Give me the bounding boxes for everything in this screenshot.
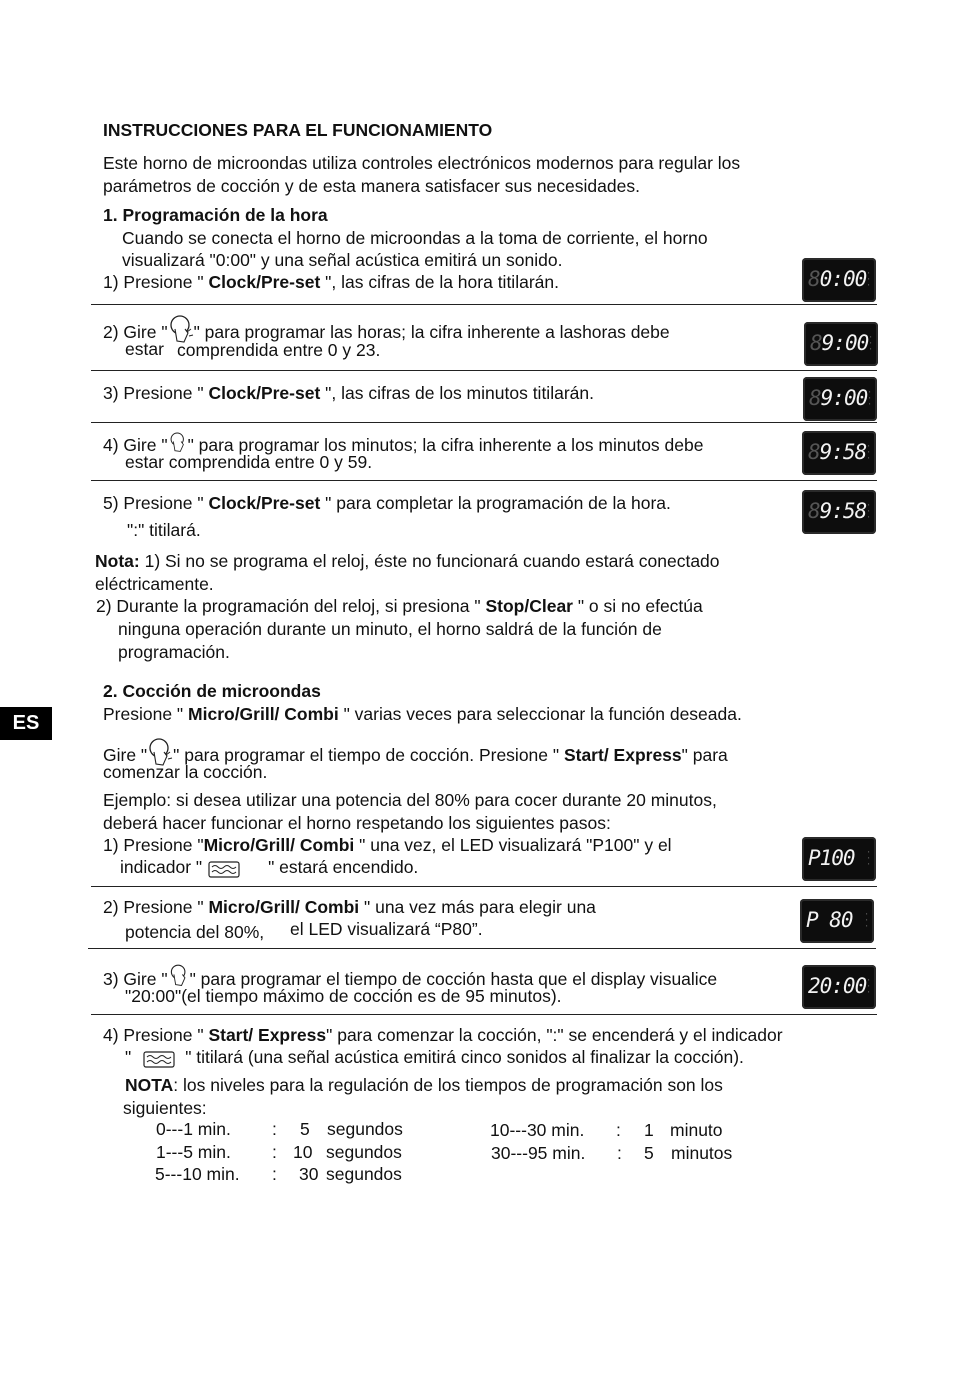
note-text: siguientes: [123,1098,207,1118]
step-text: "20:00"(el tiempo máximo de cocción es de 95 minutos). [125,986,562,1006]
level-sep: : [616,1120,621,1140]
level-range: 10---30 min. [490,1120,585,1140]
level-range: 30---95 min. [491,1143,586,1163]
microwave-indicator-icon [208,859,240,879]
level-unit: minutos [671,1143,733,1163]
step-text: 2) Presione " Micro/Grill/ Combi " una vez más para elegir una [103,897,596,917]
section-text: Presione " Micro/Grill/ Combi " varias veces para seleccionar la función deseada. [103,704,742,724]
led-display: 89:00 ▪ ▪ ▪ [804,322,878,366]
step-text: " " titilará (una señal acústica emitirá cinco sonidos al finalizar la cocción). [125,1047,744,1067]
divider [88,948,876,949]
note-text: ninguna operación durante un minuto, el horno saldrá de la función de [118,619,662,639]
note-text: eléctricamente. [95,574,214,594]
intro-line: parámetros de cocción y de esta manera satisfacer sus necesidades. [103,176,640,196]
step-text: potencia del 80%, [125,922,265,942]
step-text: 1) Presione " Clock/Pre-set ", las cifras de la hora titilarán. [103,272,559,292]
divider [91,304,877,305]
step-text: 4) Presione " Start/ Express" para comenzar la cocción, ":" se encenderá y el indicador [103,1025,783,1045]
note-text: NOTA: los niveles para la regulación de los tiempos de programación son los [125,1075,723,1095]
led-display: 89:00 ▪ ▪ ▪ [803,377,877,421]
section-title: 1. Programación de la hora [103,205,328,225]
page-title: INSTRUCCIONES PARA EL FUNCIONAMIENTO [103,120,493,140]
led-display: 89:58 ▪ ▪ ▪ [802,490,876,534]
step-text: estar comprendida entre 0 y 59. [125,452,373,472]
led-display: P 80 ▪ ▪ ▪ [800,899,874,943]
divider [91,886,877,887]
level-range: 0---1 min. [156,1119,231,1139]
language-tab: ES [0,707,52,740]
level-range: 1---5 min. [156,1142,231,1162]
step-text: 4) Gire " " para programar los minutos; la cifra inherente a los minutos debe [103,428,703,458]
level-sep: : [272,1164,277,1184]
step-text: 2) Gire " " para programar las horas; la cifra inherente a lashoras debe [103,315,670,345]
level-unit: minuto [670,1120,723,1140]
level-sep: : [272,1142,277,1162]
divider [91,370,877,371]
section-text: Cuando se conecta el horno de microondas a la toma de corriente, el horno [122,228,708,248]
led-display: 80:00 ▪ ▪ ▪ [802,258,876,302]
led-display: 20:00 ▪ ▪ ▪ [802,965,876,1009]
step-text: ":" titilará. [127,520,201,540]
led-display: P100 ▪ ▪ ▪ [802,837,876,881]
level-unit: segundos [326,1164,402,1184]
level-value: 5 [644,1143,654,1163]
level-value: 1 [644,1120,654,1140]
level-range: 5---10 min. [155,1164,240,1184]
section-title: 2. Cocción de microondas [103,681,321,701]
level-value: 5 [300,1119,310,1139]
level-unit: segundos [327,1119,403,1139]
section-text: comenzar la cocción. [103,762,268,782]
step-text: 3) Presione " Clock/Pre-set ", las cifras de los minutos titilarán. [103,383,594,403]
level-value: 30 [299,1164,319,1184]
note-text: programación. [118,642,230,662]
step-text: 5) Presione " Clock/Pre-set " para completar la programación de la hora. [103,493,671,513]
step-text: indicador " " estará encendido. [120,857,419,877]
note-text: Nota: 1) Si no se programa el reloj, éste no funcionará cuando estará conectado [95,551,720,571]
divider [91,1014,877,1015]
level-unit: segundos [326,1142,402,1162]
divider [91,422,877,423]
step-text: el LED visualizará “P80”. [290,919,483,939]
section-text: deberá hacer funcionar el horno respetando los siguientes pasos: [103,813,611,833]
intro-line: Este horno de microondas utiliza controles electrónicos modernos para regular los [103,153,741,173]
step-text: 1) Presione "Micro/Grill/ Combi " una vez, el LED visualizará "P100" y el [103,835,672,855]
step-text: 3) Gire " " para programar el tiempo de cocción hasta que el display visualice [103,962,717,992]
led-display: 89:58 ▪ ▪ ▪ [802,431,876,475]
step-text: comprendida entre 0 y 23. [177,340,381,360]
section-text: visualizará "0:00" y una señal acústica emitirá un sonido. [122,250,563,270]
level-sep: : [617,1143,622,1163]
microwave-indicator-icon [143,1049,175,1069]
step-text: estar [125,339,164,359]
level-value: 10 [293,1142,313,1162]
section-text: Ejemplo: si desea utilizar una potencia del 80% para cocer durante 20 minutos, [103,790,717,810]
divider [91,480,877,481]
level-sep: : [272,1119,277,1139]
note-text: 2) Durante la programación del reloj, si presiona " Stop/Clear " o si no efectúa [96,596,703,616]
section-text: Gire " " para programar el tiempo de cocción. Presione " Start/ Express" para [103,738,728,768]
